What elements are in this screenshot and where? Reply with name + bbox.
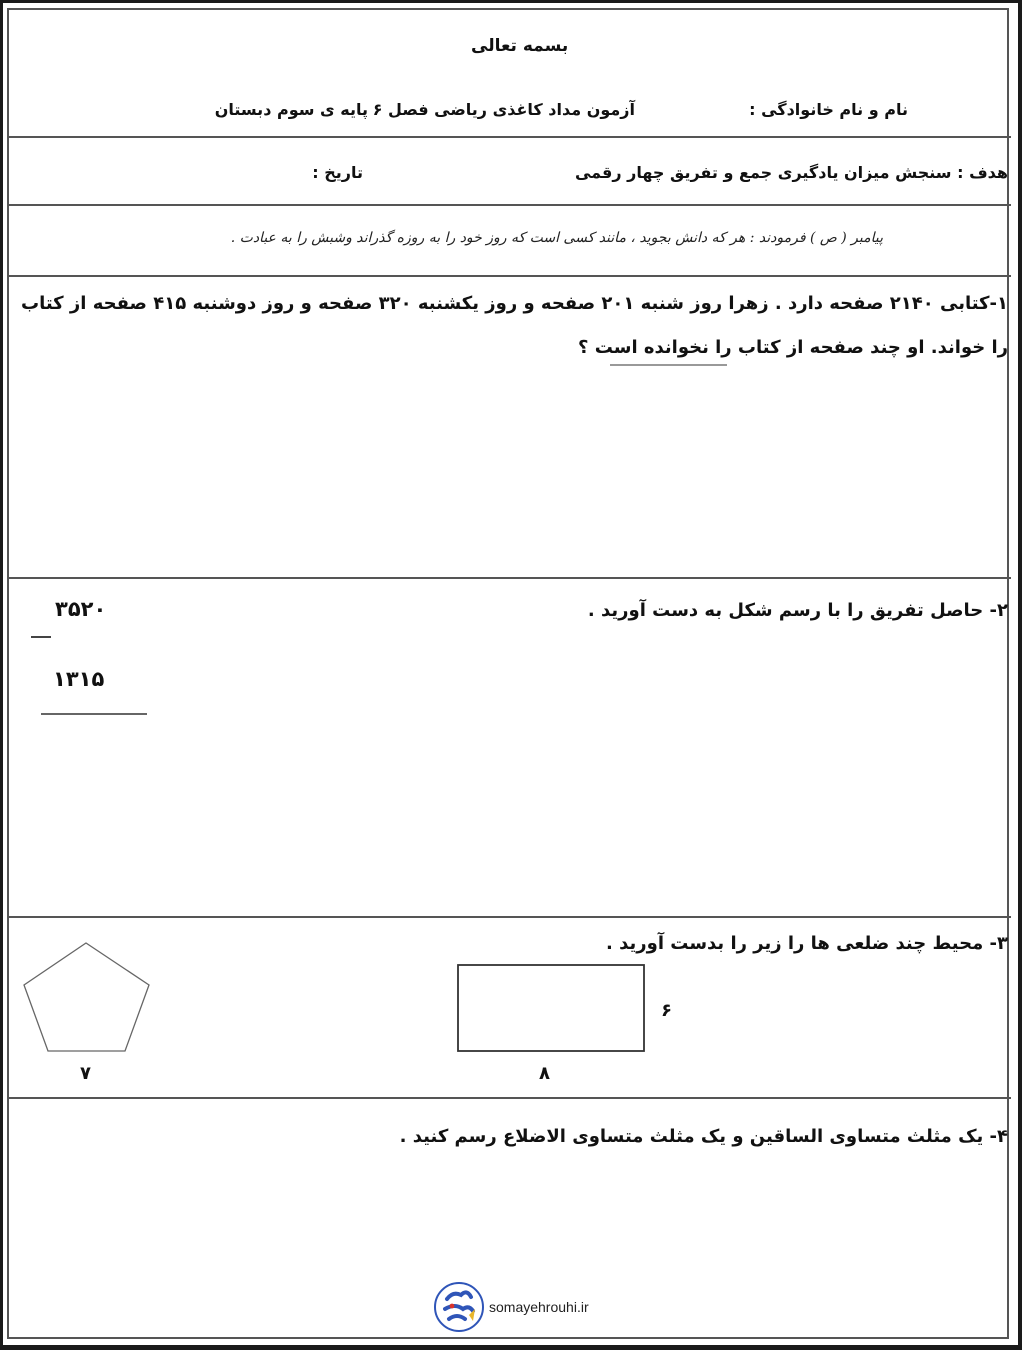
subtrahend: ۱۳۱۵ bbox=[53, 667, 105, 691]
rectangle-shape bbox=[457, 964, 647, 1054]
emphasis-underline bbox=[610, 364, 727, 366]
date-label: تاریخ : bbox=[312, 163, 363, 182]
divider bbox=[7, 136, 1011, 138]
question-3-text: ۳- محیط چند ضلعی ها را زیر را بدست آورید . bbox=[606, 933, 1008, 954]
question-1-line-1: ۱-کتابی ۲۱۴۰ صفحه دارد . زهرا روز شنبه ۲۰۱ صفحه و روز یکشنبه ۳۲۰ صفحه و روز دوشنبه ۴۱۵ صفحه از کتاب bbox=[20, 293, 1008, 314]
divider bbox=[7, 916, 1011, 918]
question-2-text: ۲- حاصل تفریق را با رسم شکل به دست آورید . bbox=[587, 600, 1008, 621]
exam-page bbox=[3, 3, 1018, 1345]
divider bbox=[7, 275, 1011, 277]
minuend: ۳۵۲۰ bbox=[55, 597, 107, 621]
rectangle-height-label: ۶ bbox=[661, 1000, 672, 1021]
divider bbox=[7, 204, 1011, 206]
pentagon-shape bbox=[18, 938, 158, 1058]
exam-title: آزمون مداد کاغذی ریاضی فصل ۶ bbox=[372, 100, 635, 119]
objective-text: هدف : سنجش میزان یادگیری جمع و تفریق چهار رقمی bbox=[574, 163, 1008, 182]
minus-sign bbox=[31, 636, 51, 638]
divider bbox=[7, 1097, 1011, 1099]
name-label: نام و نام خانوادگی : bbox=[749, 100, 908, 119]
page-title: بسمه تعالی bbox=[471, 36, 569, 56]
answer-line bbox=[41, 713, 147, 715]
divider bbox=[7, 577, 1011, 579]
somayeh-rouhi-logo-icon bbox=[433, 1281, 485, 1333]
rectangle-width-label: ۸ bbox=[539, 1063, 550, 1084]
pentagon-side-label: ۷ bbox=[80, 1063, 91, 1084]
question-4-text: ۴- یک مثلث متساوی الساقین و یک مثلث متساوی الاضلاع رسم کنید . bbox=[399, 1126, 1008, 1147]
hadith-quote: پیامبر ( ص ) فرمودند : هر که دانش بجوید ، مانند کسی است که روز خود را به روزه گذراند وشبش را به عبادت . bbox=[230, 230, 883, 246]
question-1-line-2: را خواند. او چند صفحه از کتاب را نخوانده است ؟ bbox=[578, 337, 1008, 358]
grade-label: پایه ی سوم دبستان bbox=[214, 100, 368, 119]
site-url: somayehrouhi.ir bbox=[489, 1299, 589, 1315]
